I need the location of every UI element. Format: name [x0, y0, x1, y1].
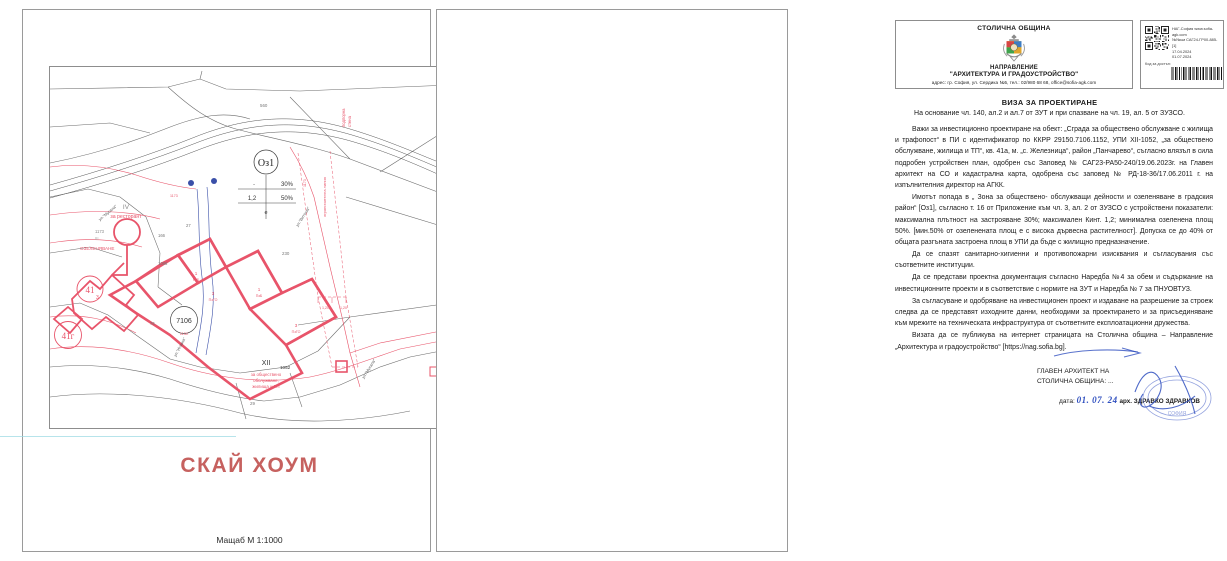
organization-address: адрес: гр. София, ул. Сердика №5, тел.: 02/980 68 68, office@sofia-agk.com [931, 80, 1097, 85]
date-value: 01. 07. 24 [1076, 395, 1118, 406]
svg-text:1,2: 1,2 [247, 196, 257, 202]
company-brand: СКАЙ ХОУМ [180, 454, 319, 477]
zone-code-text: Оз1 [257, 158, 275, 169]
svg-text:ул."Витоша": ул."Витоша" [294, 205, 311, 228]
qr-code-icon [1145, 26, 1169, 50]
svg-text:7106: 7106 [176, 318, 192, 325]
directorate-label: НАПРАВЛЕНИЕ [990, 65, 1038, 71]
coat-of-arms-icon [1000, 33, 1028, 63]
svg-text:29: 29 [250, 401, 255, 406]
signatory-role-line-2: СТОЛИЧНА ОБЩИНА: ... [1037, 378, 1114, 386]
stamp-line-2: №№ьм САГ24-ГР00-885-[1] [1172, 37, 1218, 48]
registration-stamp [1140, 20, 1224, 89]
svg-text:560: 560 [260, 103, 268, 108]
svg-text:IV: IV [122, 204, 130, 211]
svg-text:XII: XII [261, 360, 271, 367]
handwritten-signature [1129, 362, 1225, 432]
svg-text:ул."Мусала": ул."Мусала" [97, 203, 118, 222]
svg-text:1: 1 [257, 287, 261, 292]
url-underline-mark [1052, 346, 1152, 362]
svg-text:1173: 1173 [303, 179, 307, 187]
stamp-line-1: НАГ-София www.sofia-agk.com [1172, 26, 1214, 37]
visa-document-sheet [436, 9, 1218, 552]
paragraph-sanitary: Да се спазят санитарно-хигиенни и противопожарни изисквания и съгласувания със съответните институции. [895, 251, 1213, 270]
svg-text:3: 3 [96, 295, 99, 301]
stamp-line-3: 17.04.2024 [1172, 48, 1192, 54]
stamp-text-block [1172, 26, 1219, 60]
svg-text:жилища и ТП: жилища и ТП [252, 384, 280, 389]
svg-text:3: 3 [294, 323, 298, 328]
signatory-role-line-1: ГЛАВЕН АРХИТЕКТ НА [1037, 368, 1110, 375]
legal-basis-text: На основание чл. 140, ал.2 и ал.7 от ЗУТ и при спазване на чл. 19, ал. 5 от ЗУЗСО. [914, 110, 1185, 117]
svg-text:1: 1 [194, 271, 198, 276]
directorate-name: "АРХИТЕКТУРА И ГРАДОУСТРОЙСТВО" [949, 71, 1079, 78]
svg-text:50%: 50% [281, 196, 294, 202]
svg-text:ул."Иглика": ул."Иглика" [172, 336, 187, 358]
svg-text:ОЗЕЛЕНЯВАНЕ: ОЗЕЛЕНЯВАНЕ [80, 246, 115, 251]
svg-text:ПзГО: ПзГО [291, 330, 301, 334]
municipality-header-box [895, 20, 1133, 89]
svg-text:1152: 1152 [179, 331, 189, 336]
svg-text:подпорна: подпорна [341, 108, 346, 127]
svg-text:ПзБ: ПзБ [255, 294, 263, 298]
svg-text:1,20: 1,20 [340, 306, 347, 310]
paragraph-documentation: Да се представи проектна документация съгласно Наредба №4 за обем и съдържание на инвестиционните проекти и в съответствие с нормите на ЗУТ и Наредба № 7 за ПНУОВТУЗ. [895, 274, 1213, 293]
svg-text:обслужване,: обслужване, [253, 378, 279, 383]
svg-text:СОФИЯ: СОФИЯ [1167, 411, 1187, 417]
site-plan-map[interactable] [49, 66, 450, 429]
svg-text:76: 76 [150, 321, 155, 326]
date-label: дата: [1059, 398, 1075, 406]
svg-text:1,20: 1,20 [322, 306, 329, 310]
svg-text:41г: 41г [61, 331, 75, 341]
barcode-icon [1171, 67, 1223, 80]
stamp-line-4: 01.07.2024 [1172, 54, 1192, 60]
svg-text:за ресторант: за ресторант [110, 214, 142, 220]
drawing-scale: Мащаб М 1:1000 [216, 535, 283, 545]
svg-text:III: III [95, 236, 99, 241]
svg-text:за обществено: за обществено [250, 372, 282, 377]
municipality-name: СТОЛИЧНА ОБЩИНА [977, 25, 1051, 32]
document-body [895, 124, 1213, 353]
svg-text:стена: стена [347, 116, 352, 127]
svg-text:1173: 1173 [170, 194, 178, 198]
svg-text:1088: 1088 [158, 261, 168, 266]
svg-text:е: е [264, 210, 268, 216]
svg-text:166: 166 [158, 233, 165, 238]
access-code-label: Код за достъп: [1145, 61, 1171, 66]
drawing-sheet [22, 9, 431, 552]
svg-text:41: 41 [85, 285, 95, 295]
paragraph-publication: Визата да се публикува на интернет страницата на Столична община – Направление „Архитектура и градоустройство“ [https://nag.sofia.bg]. [895, 332, 1213, 351]
svg-text:ограничителна линия: ограничителна линия [322, 177, 327, 217]
svg-text:1173: 1173 [95, 229, 105, 234]
cadastral-drawing [50, 67, 451, 430]
svg-text:230: 230 [282, 251, 290, 256]
svg-text:1052: 1052 [280, 365, 291, 370]
paragraph-zone: Имотът попада в „ Зона за обществено- обслужващи дейности и озеленяване в градския район“ [Оз1], съгласно т. 16 от Приложение към чл. 3, ал. 2 от ЗУЗСО с устройствени показатели: максимална плътност на застрояване 30%; максимален Кинт. 1,2; минимална озеленена площ 50%. [мин.50% от озеленената площ е с висока дървесна растителност]. Допуска се до 40% от общата разгъната застроена площ в УПИ да бъде с жилищно предназначение. [895, 194, 1213, 246]
svg-text:3: 3 [211, 291, 215, 296]
svg-text:ПзБ: ПзБ [192, 278, 200, 282]
svg-text:30%: 30% [281, 182, 294, 188]
svg-text:-: - [253, 182, 255, 188]
page-title: ВИЗА ЗА ПРОЕКТИРАНЕ [1001, 98, 1098, 107]
scan-artifact-line [0, 436, 236, 437]
paragraph-object: Важи за инвестиционно проектиране на обект: „Сграда за обществено обслужване с жилища и трафопост“ в ПИ с идентификатор по ККРР 29150.7106.1152, УПИ XII-1052, „за обществено обслужване, жилища и ТП“, кв. 41а, м. „с. Железница“, район „Панчарево“, съгласно влязъл в сила подробен устройствен план, одобрен със Заповед № САГ23-РА50-240/19.06.2023г. на Главен архитект на СО и кадастрална карта, одобрена със заповед № РД-18-36/17.06.2011 г. на изпълнителния директор на АГКК. [895, 126, 1214, 189]
paragraph-approval: За съгласуване и одобряване на инвестиционен проект и издаване на разрешение за строеж следва да се представят изходните данни, необходими за проектирането и за присъединяване към мрежите на техническата инфраструктура от съответните експлоатационни дружества. [895, 297, 1213, 328]
architect-name: арх. ЗДРАВКО ЗДРАВКОВ [1119, 398, 1200, 406]
svg-text:27: 27 [186, 223, 191, 228]
svg-text:ПзГО: ПзГО [208, 298, 218, 302]
svg-text:ул."Мусала": ул."Мусала" [360, 357, 377, 380]
